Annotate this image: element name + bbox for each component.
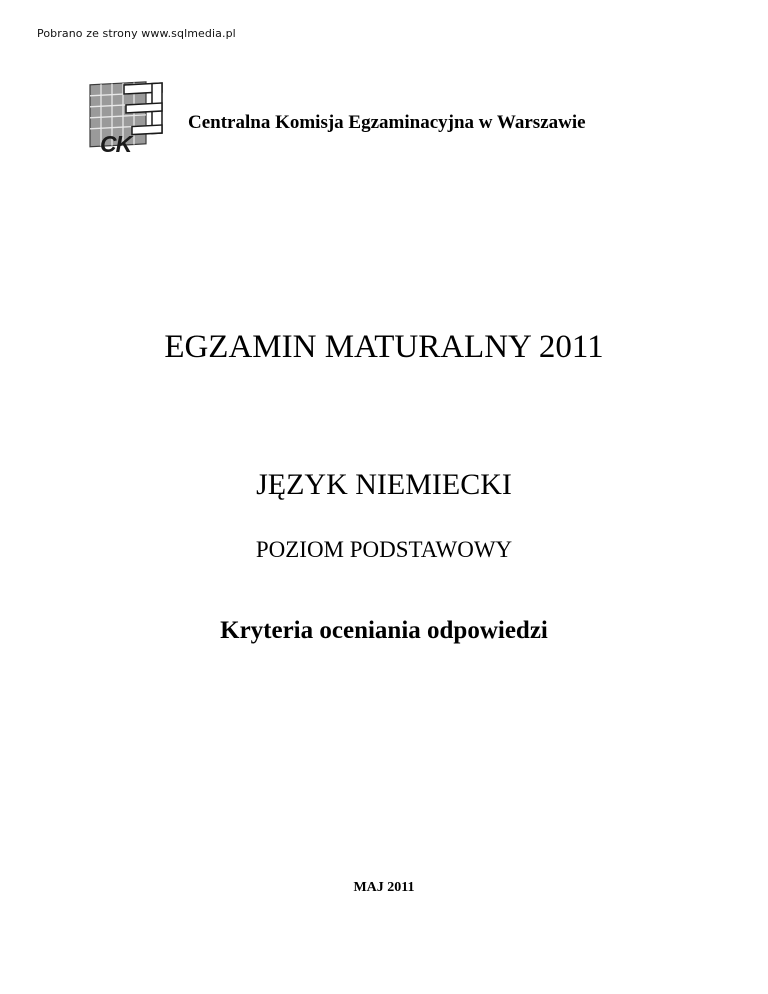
cke-logo-letters: CK — [100, 131, 132, 157]
exam-title: EGZAMIN MATURALNY 2011 — [164, 329, 604, 365]
level-title: POZIOM PODSTAWOWY — [255, 537, 513, 562]
criteria-title: Kryteria oceniania odpowiedzi — [220, 617, 548, 644]
source-watermark: Pobrano ze strony www.sqlmedia.pl — [37, 27, 236, 40]
exam-date: MAJ 2011 — [353, 880, 415, 895]
subject-title: JĘZYK NIEMIECKI — [256, 468, 512, 501]
cke-logo-icon — [86, 79, 170, 161]
institution-name: Centralna Komisja Egzaminacyjna w Warszawie — [188, 112, 586, 133]
